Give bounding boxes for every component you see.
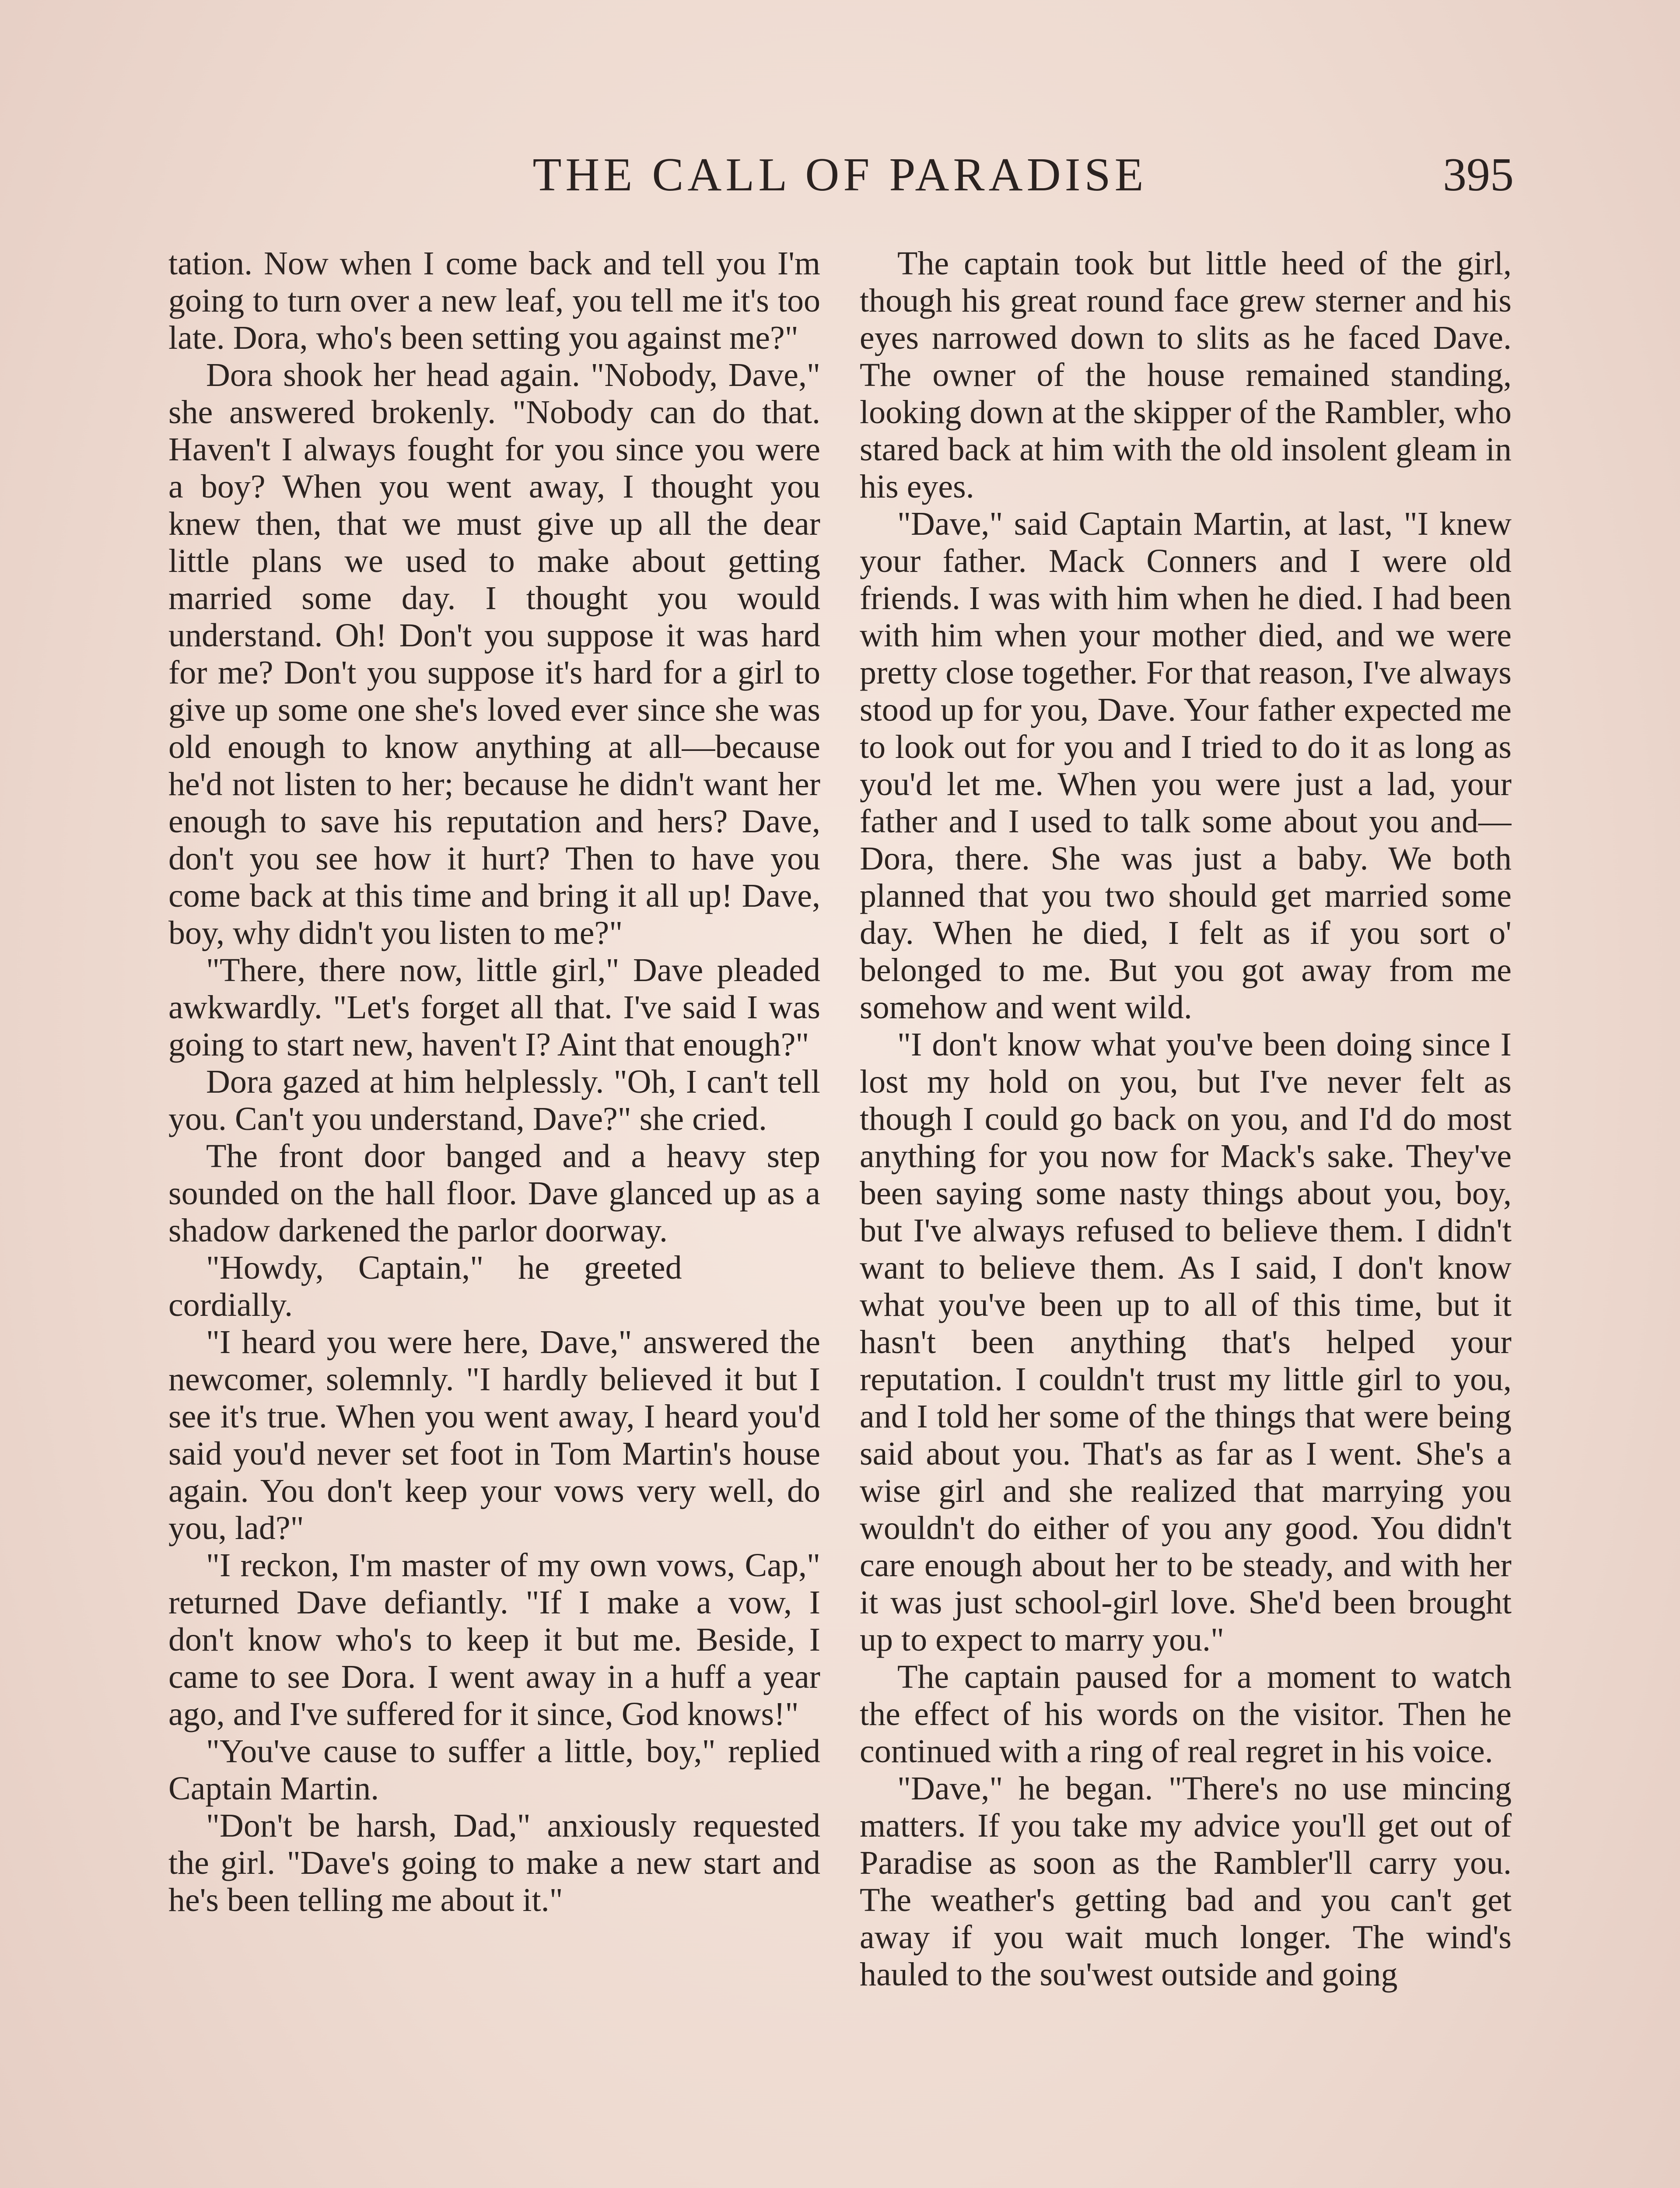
right-column [860,245,1512,2188]
paragraph: "There, there now, little girl," Dave pleaded awkwardly. "Let's forget all that. I've said I was going to start new, haven't I? Aint that enough?" [168,952,820,1063]
paragraph: Dora shook her head again. "Nobody, Dave," she answered brokenly. "Nobody can do that. Haven't I always fought for you since you were a boy? When you went away, I thought you knew then, that we must give up all the dear little plans we used to make about getting married some day. I thought you would understand. Oh! Don't you suppose it was hard for me? Don't you suppose it's hard for a girl to give up some one she's loved ever since she was old enough to know anything at all—because he'd not listen to her; because he didn't want her enough to save his reputation and hers? Dave, don't you see how it hurt? Then to have you come back at this time and bring it all up! Dave, boy, why didn't you listen to me?" [168,357,820,951]
paragraph: "Dave," he began. "There's no use mincing matters. If you take my advice you'll get out of Paradise as soon as the Rambler'll carry you. The weather's getting bad and you can't get away if you wait much longer. The wind's hauled to the sou'west outside and going [860,1770,1512,1993]
paragraph: The front door banged and a heavy step sounded on the hall floor. Dave glanced up as a shadow darkened the parlor doorway. [168,1138,820,1249]
paragraph: "Howdy, Captain," he greeted cordially. [168,1249,682,1323]
paragraph: tation. Now when I come back and tell you I'm going to turn over a new leaf, you tell me it's too late. Dora, who's been setting you against me?" [168,245,820,356]
paragraph: "Dave," said Captain Martin, at last, "I knew your father. Mack Conners and I were old friends. I was with him when he died. I had been with him when your mother died, and we were pretty close together. For that reason, I've always stood up for you, Dave. Your father expected me to look out for you and I tried to do it as long as you'd let me. When you were just a lad, your father and I used to talk some about you and—Dora, there. She was just a baby. We both planned that you two should get married some day. When he died, I felt as if you sort o' belonged to me. But you got away from me somehow and went wild. [860,505,1512,1026]
paragraph: Dora gazed at him helplessly. "Oh, I can't tell you. Can't you understand, Dave?" she cried. [168,1063,820,1137]
paragraph: "You've cause to suffer a little, boy," replied Captain Martin. [168,1733,820,1807]
paragraph: "I don't know what you've been doing since I lost my hold on you, but I've never felt as though I could go back on you, and I'd do most anything for you now for Mack's sake. They've been saying some nasty things about you, boy, but I've always refused to believe them. I didn't want to believe them. As I said, I don't know what you've been up to all of this time, but it hasn't been anything that's helped your reputation. I couldn't trust my little girl to you, and I told her some of the things that were being said about you. That's as far as I went. She's a wise girl and she realized that marrying you wouldn't do either of you any good. You didn't care enough about her to be steady, and with her it was just school-girl love. She'd been brought up to expect to marry you." [860,1026,1512,1658]
page-number: 395 [1443,149,1514,201]
left-column [168,245,820,2188]
paragraph: The captain paused for a moment to watch the effect of his words on the visitor. Then he continued with a ring of real regret in his voice. [860,1659,1512,1770]
paragraph: The captain took but little heed of the girl, though his great round face grew sterner and his eyes narrowed down to slits as he faced Dave. The owner of the house remained standing, looking down at the skipper of the Rambler, who stared back at him with the old insolent gleam in his eyes. [860,245,1512,505]
page-header [166,144,1514,206]
paragraph: "I heard you were here, Dave," answered the newcomer, solemnly. "I hardly believed it but I see it's true. When you went away, I heard you'd said you'd never set foot in Tom Martin's house again. You don't keep your vows very well, do you, lad?" [168,1324,820,1546]
paragraph: "I reckon, I'm master of my own vows, Cap," returned Dave defiantly. "If I make a vow, I don't know who's to keep it but me. Beside, I came to see Dora. I went away in a huff a year ago, and I've suffered for it since, God knows!" [168,1547,820,1732]
running-title: THE CALL OF PARADISE [532,149,1148,201]
paragraph: "Don't be harsh, Dad," anxiously requested the girl. "Dave's going to make a new start and he's been telling me about it." [168,1807,820,1918]
